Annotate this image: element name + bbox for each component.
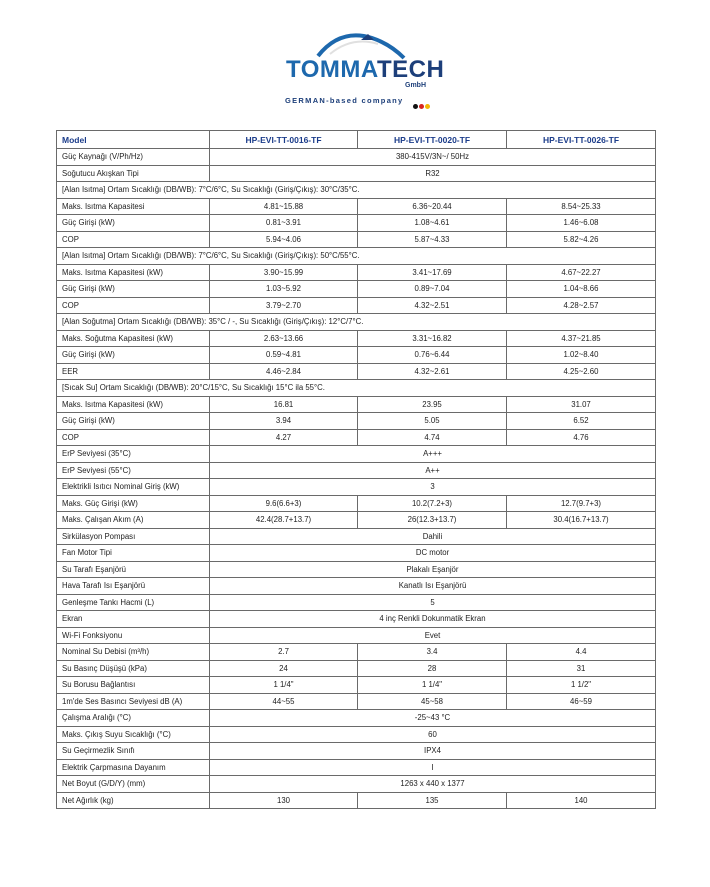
shared-value-cell: 380-415V/3N~/ 50Hz <box>210 149 656 166</box>
value-cell: 135 <box>358 792 507 809</box>
table-row <box>57 644 656 661</box>
value-cell: 44~55 <box>210 693 358 710</box>
table-row <box>57 281 656 298</box>
spec-table-body <box>57 149 656 809</box>
value-cell: 16.81 <box>210 396 358 413</box>
table-row <box>57 347 656 364</box>
row-label-cell: 1m'de Ses Basıncı Seviyesi dB (A) <box>57 693 210 710</box>
table-row <box>57 363 656 380</box>
table-row <box>57 528 656 545</box>
row-label-cell: Güç Girişi (kW) <box>57 347 210 364</box>
row-label-cell: Elektrik Çarpmasına Dayanım <box>57 759 210 776</box>
shared-value-cell: Plakalı Eşanjör <box>210 561 656 578</box>
table-row <box>57 182 656 199</box>
value-cell: 3.31~16.82 <box>358 330 507 347</box>
shared-value-cell: 4 inç Renkli Dokunmatik Ekran <box>210 611 656 628</box>
row-label-cell: Sirkülasyon Pompası <box>57 528 210 545</box>
section-heading-cell: [Alan Isıtma] Ortam Sıcaklığı (DB/WB): 7°C/6°C, Su Sıcaklığı (Giriş/Çıkış): 30°C/35°C. <box>57 182 656 199</box>
header-model: Model <box>57 131 210 149</box>
row-label-cell: Fan Motor Tipi <box>57 545 210 562</box>
value-cell: 5.87~4.33 <box>358 231 507 248</box>
value-cell: 4.76 <box>507 429 656 446</box>
value-cell: 12.7(9.7+3) <box>507 495 656 512</box>
value-cell: 8.54~25.33 <box>507 198 656 215</box>
table-row <box>57 545 656 562</box>
row-label-cell: Genleşme Tankı Hacmi (L) <box>57 594 210 611</box>
row-label-cell: Güç Girişi (kW) <box>57 215 210 232</box>
value-cell: 1.03~5.92 <box>210 281 358 298</box>
value-cell: 3.4 <box>358 644 507 661</box>
value-cell: 23.95 <box>358 396 507 413</box>
table-row <box>57 726 656 743</box>
value-cell: 10.2(7.2+3) <box>358 495 507 512</box>
value-cell: 1.02~8.40 <box>507 347 656 364</box>
value-cell: 4.28~2.57 <box>507 297 656 314</box>
shared-value-cell: Evet <box>210 627 656 644</box>
value-cell: 5.94~4.06 <box>210 231 358 248</box>
section-heading-cell: [Alan Soğutma] Ortam Sıcaklığı (DB/WB): 35°C / -, Su Sıcaklığı (Giriş/Çıkış): 12°C/7°C. <box>57 314 656 331</box>
table-row <box>57 776 656 793</box>
table-row <box>57 710 656 727</box>
row-label-cell: Net Boyut (G/D/Y) (mm) <box>57 776 210 793</box>
row-label-cell: Ekran <box>57 611 210 628</box>
value-cell: 4.81~15.88 <box>210 198 358 215</box>
table-row <box>57 198 656 215</box>
brand-gmbh: GmbH <box>405 82 426 89</box>
shared-value-cell: Kanatlı Isı Eşanjörü <box>210 578 656 595</box>
value-cell: 3.90~15.99 <box>210 264 358 281</box>
row-label-cell: Hava Tarafı Isı Eşanjörü <box>57 578 210 595</box>
header-model-2: HP-EVI-TT-0020-TF <box>358 131 507 149</box>
shared-value-cell: 60 <box>210 726 656 743</box>
table-row <box>57 330 656 347</box>
section-heading-cell: [Alan Isıtma] Ortam Sıcaklığı (DB/WB): 7°C/6°C, Su Sıcaklığı (Giriş/Çıkış): 50°C/55°C. <box>57 248 656 265</box>
row-label-cell: Net Ağırlık (kg) <box>57 792 210 809</box>
table-header-row <box>57 131 656 149</box>
value-cell: 1 1/4" <box>358 677 507 694</box>
value-cell: 1.08~4.61 <box>358 215 507 232</box>
value-cell: 4.67~22.27 <box>507 264 656 281</box>
shared-value-cell: A+++ <box>210 446 656 463</box>
table-row <box>57 479 656 496</box>
table-row <box>57 611 656 628</box>
row-label-cell: Güç Girişi (kW) <box>57 281 210 298</box>
value-cell: 4.25~2.60 <box>507 363 656 380</box>
value-cell: 4.27 <box>210 429 358 446</box>
value-cell: 42.4(28.7+13.7) <box>210 512 358 529</box>
value-cell: 3.41~17.69 <box>358 264 507 281</box>
value-cell: 4.32~2.51 <box>358 297 507 314</box>
row-label-cell: Maks. Soğutma Kapasitesi (kW) <box>57 330 210 347</box>
table-row <box>57 561 656 578</box>
row-label-cell: Su Tarafı Eşanjörü <box>57 561 210 578</box>
value-cell: 0.76~6.44 <box>358 347 507 364</box>
table-row <box>57 660 656 677</box>
shared-value-cell: -25~43 °C <box>210 710 656 727</box>
table-row <box>57 627 656 644</box>
spec-table <box>56 130 656 809</box>
shared-value-cell: 5 <box>210 594 656 611</box>
row-label-cell: Maks. Çalışan Akım (A) <box>57 512 210 529</box>
brand-part2: TECH <box>376 56 445 83</box>
table-row <box>57 792 656 809</box>
brand-name <box>286 56 444 84</box>
shared-value-cell: Dahili <box>210 528 656 545</box>
value-cell: 5.82~4.26 <box>507 231 656 248</box>
value-cell: 1.04~8.66 <box>507 281 656 298</box>
row-label-cell: Maks. Isıtma Kapasitesi (kW) <box>57 396 210 413</box>
table-row <box>57 594 656 611</box>
row-label-cell: ErP Seviyesi (55°C) <box>57 462 210 479</box>
value-cell: 31.07 <box>507 396 656 413</box>
value-cell: 0.59~4.81 <box>210 347 358 364</box>
shared-value-cell: IPX4 <box>210 743 656 760</box>
row-label-cell: Nominal Su Debisi (m³/h) <box>57 644 210 661</box>
value-cell: 140 <box>507 792 656 809</box>
brand-tagline: GERMAN-based company <box>285 96 404 105</box>
header-model-1: HP-EVI-TT-0016-TF <box>210 131 358 149</box>
row-label-cell: Güç Girişi (kW) <box>57 413 210 430</box>
flag-dots-icon <box>413 96 433 102</box>
value-cell: 4.46~2.84 <box>210 363 358 380</box>
value-cell: 2.63~13.66 <box>210 330 358 347</box>
value-cell: 31 <box>507 660 656 677</box>
brand-part1: TOMMA <box>286 56 377 83</box>
value-cell: 6.36~20.44 <box>358 198 507 215</box>
value-cell: 0.89~7.04 <box>358 281 507 298</box>
table-row <box>57 759 656 776</box>
shared-value-cell: 1263 x 440 x 1377 <box>210 776 656 793</box>
value-cell: 26(12.3+13.7) <box>358 512 507 529</box>
value-cell: 0.81~3.91 <box>210 215 358 232</box>
shared-value-cell: A++ <box>210 462 656 479</box>
table-row <box>57 446 656 463</box>
row-label-cell: COP <box>57 429 210 446</box>
row-label-cell: Soğutucu Akışkan Tipi <box>57 165 210 182</box>
value-cell: 3.79~2.70 <box>210 297 358 314</box>
table-row <box>57 578 656 595</box>
value-cell: 45~58 <box>358 693 507 710</box>
value-cell: 3.94 <box>210 413 358 430</box>
row-label-cell: ErP Seviyesi (35°C) <box>57 446 210 463</box>
value-cell: 30.4(16.7+13.7) <box>507 512 656 529</box>
row-label-cell: Güç Kaynağı (V/Ph/Hz) <box>57 149 210 166</box>
table-row <box>57 264 656 281</box>
table-row <box>57 231 656 248</box>
table-row <box>57 215 656 232</box>
table-row <box>57 677 656 694</box>
section-heading-cell: [Sıcak Su] Ortam Sıcaklığı (DB/WB): 20°C/15°C, Su Sıcaklığı 15°C ila 55°C. <box>57 380 656 397</box>
row-label-cell: Maks. Çıkış Suyu Sıcaklığı (°C) <box>57 726 210 743</box>
value-cell: 4.37~21.85 <box>507 330 656 347</box>
row-label-cell: EER <box>57 363 210 380</box>
table-row <box>57 743 656 760</box>
value-cell: 1.46~6.08 <box>507 215 656 232</box>
table-row <box>57 413 656 430</box>
table-row <box>57 165 656 182</box>
row-label-cell: COP <box>57 297 210 314</box>
value-cell: 46~59 <box>507 693 656 710</box>
row-label-cell: Maks. Isıtma Kapasitesi <box>57 198 210 215</box>
table-row <box>57 495 656 512</box>
table-row <box>57 380 656 397</box>
table-row <box>57 512 656 529</box>
value-cell: 4.32~2.61 <box>358 363 507 380</box>
shared-value-cell: I <box>210 759 656 776</box>
value-cell: 5.05 <box>358 413 507 430</box>
value-cell: 130 <box>210 792 358 809</box>
value-cell: 2.7 <box>210 644 358 661</box>
row-label-cell: Maks. Güç Girişi (kW) <box>57 495 210 512</box>
company-logo <box>0 0 710 118</box>
value-cell: 4.74 <box>358 429 507 446</box>
shared-value-cell: DC motor <box>210 545 656 562</box>
row-label-cell: Su Geçirmezlik Sınıfı <box>57 743 210 760</box>
shared-value-cell: R32 <box>210 165 656 182</box>
value-cell: 28 <box>358 660 507 677</box>
table-row <box>57 462 656 479</box>
row-label-cell: COP <box>57 231 210 248</box>
value-cell: 1 1/4" <box>210 677 358 694</box>
row-label-cell: Su Borusu Bağlantısı <box>57 677 210 694</box>
table-row <box>57 693 656 710</box>
table-row <box>57 314 656 331</box>
row-label-cell: Elektrikli Isıtıcı Nominal Giriş (kW) <box>57 479 210 496</box>
table-row <box>57 429 656 446</box>
table-row <box>57 396 656 413</box>
table-row <box>57 149 656 166</box>
value-cell: 4.4 <box>507 644 656 661</box>
value-cell: 9.6(6.6+3) <box>210 495 358 512</box>
row-label-cell: Çalışma Aralığı (°C) <box>57 710 210 727</box>
value-cell: 6.52 <box>507 413 656 430</box>
value-cell: 24 <box>210 660 358 677</box>
table-row <box>57 297 656 314</box>
row-label-cell: Wi-Fi Fonksiyonu <box>57 627 210 644</box>
row-label-cell: Maks. Isıtma Kapasitesi (kW) <box>57 264 210 281</box>
row-label-cell: Su Basınç Düşüşü (kPa) <box>57 660 210 677</box>
header-model-3: HP-EVI-TT-0026-TF <box>507 131 656 149</box>
table-row <box>57 248 656 265</box>
shared-value-cell: 3 <box>210 479 656 496</box>
value-cell: 1 1/2" <box>507 677 656 694</box>
